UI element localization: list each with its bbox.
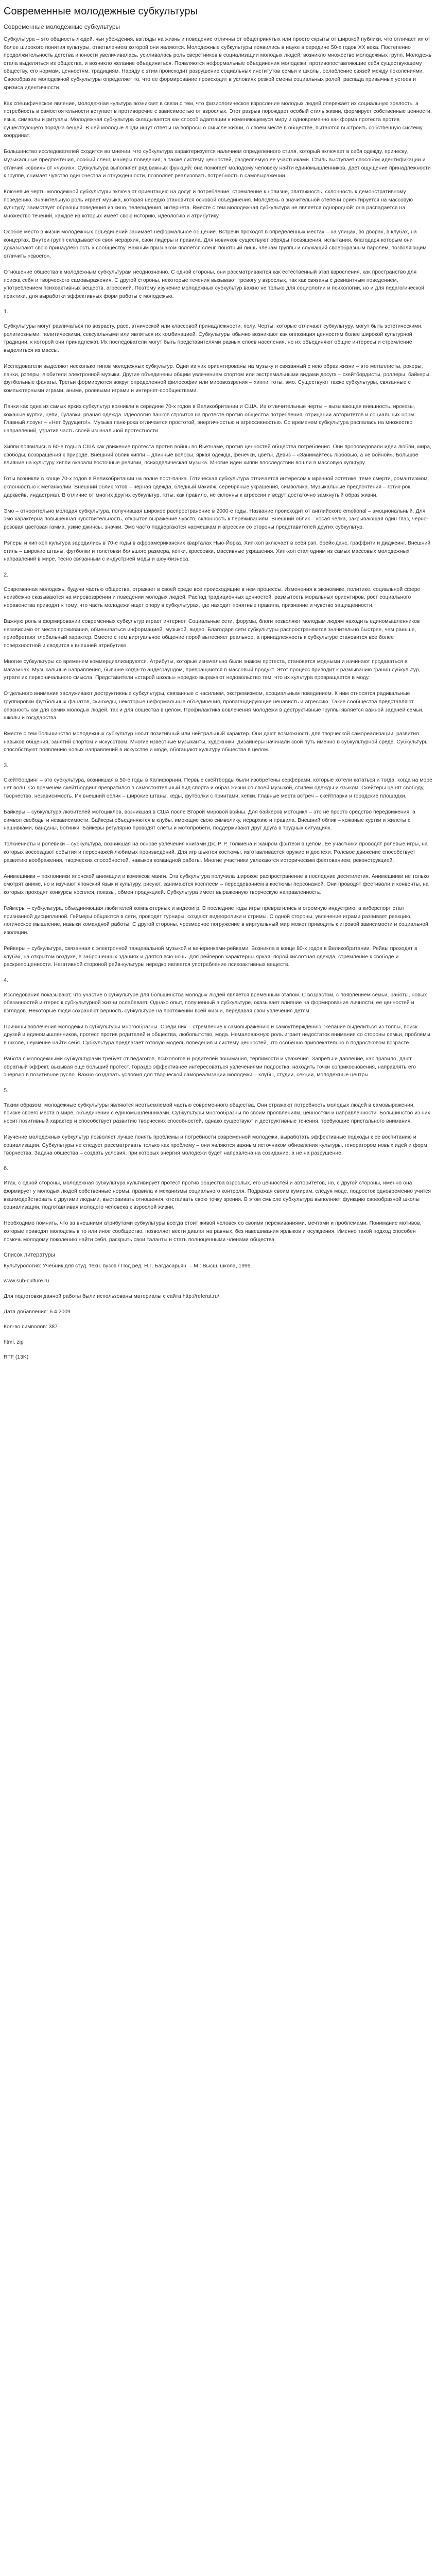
paragraph: Субкультуры могут различаться по возрасту, расе, этнической или классовой принадлежности, полу. Черты, которые отличают субкультуру, могут быть эстетическими, религиозными, политическими, сексуальными или являться их комбинацией. Субкультуры обычно возникают как оппозиция ценностям более широкой культурной традиции, к которой они принадлежат. Их последователи могут быть представителями разных слоев населения, но их объединяют общие интересы и стремление выделиться из массы. (4, 324, 423, 353)
paragraph: Исследователи выделяют несколько типов молодежных субкультур. Одни из них ориентированы на музыку и связанный с нею образ жизни – это металлисты, рокеры, панки, рэперы, любители электронной музыки. Другие объединены общим увлечением спортом или экстремальными видами досуга – скейтбордисты, роллеры, байкеры, футбольные фанаты. Третьи формируются вокруг определенной философии или мировоззрения – хиппи, готы, эмо. Существуют также субкультуры, связанные с компьютерными играми, аниме, ролевыми играми и интернет-сообществами. (4, 364, 431, 394)
paragraph: Готы возникли в конце 70-х годов в Великобритании на волне пост-панка. Готическая субкультура отличается интересом к мрачной эстетике, теме смерти, романтизмом, склонностью к меланхолии. Внешний облик готов – черная одежда, бледный макияж, серебряные украшения, символика. Музыкальные предпочтения – готик-рок, дарквейв, индастриал. В отличие от многих других субкультур, готы, как правило, не склонны к агрессии и ведут достаточно замкнутый образ жизни. (4, 476, 429, 498)
paragraph: Таким образом, молодежные субкультуры являются неотъемлемой частью современного общества. Они отражают потребность молодых людей в самовыражении, поиске своего места в мире, объединении с единомышленниками. Субкультуры многообразны по своим проявлениям, ценностям и направленности. Большинство из них носит позитивный характер и способствует развитию творческих способностей, однако существуют и деструктивные течения, требующие пристального внимания. (4, 1102, 430, 1124)
paragraph: Исследования показывают, что участие в субкультуре для большинства молодых людей является временным этапом. С возрастом, с появлением семьи, работы, новых обязанностей интерес к субкультурной жизни ослабевает. Однако опыт, полученный в субкультуре, оказывает влияние на формирование личности, ее ценностей и взглядов. Некоторые люди сохраняют верность субкультуре на протяжении всей жизни, передавая свои увлечения детям. (4, 992, 427, 1014)
section-marker: 1. (4, 309, 9, 315)
paragraph: Ключевые черты молодежной субкультуры включают ориентацию на досуг и потребление, стремление к новизне, эпатажность, склонность к демонстративному поведению. Значительную роль играет музыка, которая нередко становится основой объединения. Молодежь в значительной степени ориентируется на массовую культуру, заимствует образцы поведения из кино, телевидения, интернета. Вместе с тем молодежная субкультура не является однородной: она распадается на множество течений, каждое из которых имеет свою историю, идеологию и атрибутику. (4, 189, 413, 219)
paragraph: Геймеры – субкультура, объединяющая любителей компьютерных и видеоигр. В последние годы игры превратились в огромную индустрию, а киберспорт стал признанной дисциплиной. Геймеры общаются в сети, проводят турниры, создают видеоролики и стримы. С одной стороны, увлечение играми развивает реакцию, логическое мышление, навыки командной работы. С другой стороны, чрезмерное погружение в виртуальный мир может приводить к игровой зависимости и социальной изоляции. (4, 906, 428, 936)
paragraph: Необходимо помнить, что за внешними атрибутами субкультуры всегда стоит живой человек со своими переживаниями, мечтами и проблемами. Понимание мотивов, которые приводят молодежь в то или иное сообщество, позволяет вести диалог на равных, без навешивания ярлыков и осуждения. Именно такой подход способен помочь молодому поколению найти себя, раскрыть свои таланты и стать полноценными членами общества. (4, 1221, 422, 1243)
reference-item: Для подготовки данной работы были использованы материалы с сайта http://referat.ru/ (4, 1293, 219, 1299)
document-meta (4, 1308, 432, 1362)
reference-item: Культурология: Учебник для студ. техн. вузов / Под ред. Н.Г. Багдасарьян. – М.: Высш. школа, 1999. (4, 1263, 252, 1269)
added-date-label: Дата добавления: (4, 1309, 48, 1315)
references-heading: Список литературы (4, 1251, 55, 1258)
paragraph: Вместе с тем большинство молодежных субкультур носит позитивный или нейтральный характер. Они дают возможность для творческой самореализации, развития навыков общения, занятий спортом и искусством. Многие известные музыканты, художники, дизайнеры начинали свой путь именно в субкультурной среде. Субкультуры способствуют появлению новых направлений в искусстве и моде, обогащают культуру общества в целом. (4, 731, 429, 753)
paragraph: Итак, с одной стороны, молодежная субкультура культивирует протест против общества взрослых, его ценностей и авторитетов, но, с другой стороны, именно она формирует у молодых людей собственные нормы, правила и механизмы социального контроля. Подражая своим кумирам, следуя моде, подросток одновременно учится взаимодействовать с другими людьми, выстраивать отношения, отстаивать свою точку зрения. В этом смысле субкультура выполняет функцию своеобразной школы социализации, подготавливая молодого человека к взрослой жизни. (4, 1180, 431, 1211)
paragraph: Субкультура – это общность людей, чьи убеждения, взгляды на жизнь и поведение отличны от общепринятых или просто скрыты от широкой публики, что отличает их от более широкого понятия культуры, ответвлением которой они являются. Молодежные субкультуры появились в науке в середине 50-х годов ХХ века. Постепенно продолжительность детства и юности увеличивалась, усиливалась роль сверстников в социализации молодых людей, возникло множество молодежных групп. Молодежь стала выделяться из общества, и возникло желание объединиться. Появляются неформальные объединения молодежи, противопоставляющие себя существующему обществу, его нормам, ценностям, традициям. Наряду с этим происходит разрушение социальных институтов семьи и школы, ослабление связей между поколениями. Своеобразие молодежной субкультуры определяет то, что ее формирование происходит в условиях резкой смены социальных ролей, распада привычных устоев и кризиса идентичности. (4, 37, 432, 91)
section-marker: 5. (4, 1087, 9, 1094)
file-size: RTF (13K) (4, 1354, 29, 1361)
paragraph: Особое место в жизни молодежных объединений занимает неформальное общение. Встречи проходят в определенных местах – на улицах, во дворах, в клубах, на концертах. Внутри групп складывается своя иерархия, свои лидеры и правила. Для новичков существуют обряды посвящения, испытания, благодаря которым они доказывают свою принадлежность к сообществу. Важным признаком является сленг, понятный лишь членам группы и служащий своеобразным паролем, позволяющим отличить «своего». (4, 229, 427, 260)
page-subtitle: Современные молодежные субкультуры (4, 23, 120, 30)
paragraph: Панки как одна из самых ярких субкультур возникли в середине 70-х годов в Великобритании и США. Их отличительные черты – вызывающая внешность, ирокезы, кожаные куртки, цепи, булавки, рваная одежда. Идеология панков строится на протесте против общества потребления, отрицании авторитетов и социальных норм. Главный лозунг – «Нет будущего!». Музыка панк-рока отличается простотой, энергичностью и агрессивностью. Со временем субкультура распалась на множество направлений, утратив часть своей изначальной протестности. (4, 404, 416, 434)
added-date-value: 6.4.2009 (49, 1309, 71, 1315)
format-info: html, zip (4, 1339, 24, 1345)
added-date (4, 1308, 432, 1316)
paragraph: Как специфическое явление, молодежная культура возникает в связи с тем, что физиологическое взросление молодых людей опережает их социальную зрелость, а потребность в самостоятельности вступает в противоречие с зависимостью от взрослых. Этот разрыв порождает особый стиль жизни, формирует собственные ценности, язык, символы и ритуалы. Молодежная субкультура складывается как способ адаптации к изменяющемуся миру и одновременно как форма протеста против существующего порядка вещей. В ней молодые люди ищут ответы на вопросы о смысле жизни, о своем месте в обществе, пытаются выстроить собственную систему координат. (4, 100, 432, 139)
paragraph: Эмо – относительно молодая субкультура, получившая широкое распространение в 2000-е годы. Название происходит от английского emotional – эмоциональный. Для эмо характерна повышенная чувствительность, открытое выражение чувств, склонность к переживаниям. Внешний облик – косая челка, закрывающая один глаз, черно-розовая цветовая гамма, узкие джинсы, значки. Эмо часто подвергаются насмешкам и агрессии со стороны представителей других субкультур. (4, 508, 429, 531)
paragraph: Отдельного внимания заслуживают деструктивные субкультуры, связанные с насилием, экстремизмом, асоциальным поведением. К ним относятся радикальные группировки футбольных фанатов, скинхеды, некоторые неформальные объединения, пропагандирующие ненависть и агрессию. Такие сообщества представляют опасность как для самих молодых людей, так и для общества в целом. Профилактика вовлечения молодежи в деструктивные группы является важной задачей семьи, школы и государства. (4, 691, 424, 721)
paragraph: Скейтбординг – это субкультура, возникшая в 50-е годы в Калифорнии. Первые скейтборды были изобретены серферами, которые хотели кататься и тогда, когда на море нет волн. Со временем скейтбординг превратился в самостоятельный вид спорта и образ жизни со своей музыкой, стилем одежды и языком. Скейтеры ценят свободу, творчество, независимость. Их внешний облик – широкие штаны, кеды, футболки с принтами, кепки. Главные места встреч – скейтпарки и городские площадки. (4, 777, 432, 799)
paragraph: Толкиенисты и ролевики – субкультура, возникшая на основе увлечения книгами Дж. Р. Р. Толкиена и жанром фэнтези в целом. Ее участники проводят ролевые игры, на которых воссоздают события и персонажей любимых произведений. Для игр шьются костюмы, изготавливается оружие и доспехи. Ролевое движение способствует развитию воображения, творческих способностей, навыков командной работы. Многие участники увлекаются историческим фехтованием, реконструкцией. (4, 841, 428, 863)
section-marker: 6. (4, 1165, 9, 1172)
char-count-label: Кол-во символов: (4, 1324, 47, 1330)
section-marker: 2. (4, 571, 9, 578)
references-list (4, 1262, 432, 1301)
reference-item: www.sub-culture.ru (4, 1278, 49, 1284)
paragraph: Рейверы – субкультура, связанная с электронной танцевальной музыкой и вечеринками-рейвами. Возникла в конце 80-х годов в Великобритании. Рейвы проходят в клубах, на открытом воздухе, в заброшенных зданиях и длятся всю ночь. Для рейверов характерны яркая, порой кислотная одежда, стремление к свободе и раскрепощенности. Негативной стороной рейв-культуры нередко является употребление психоактивных веществ. (4, 946, 417, 968)
paragraph: Современная молодежь, будучи частью общества, отражает в своей среде все происходящие в нем процессы. Изменения в экономике, политике, социальной сфере неизбежно сказываются на мировоззрении и поведении молодых людей. Распад традиционных ценностей, размытость моральных ориентиров, рост социального неравенства приводят к тому, что часть молодежи ищет опору в субкультурах, где находит понятные правила, признание и чувство защищенности. (4, 586, 421, 608)
section-marker: 3. (4, 762, 9, 769)
paragraph: Многие субкультуры со временем коммерциализируются. Атрибуты, которые изначально были знаком протеста, становятся модными и начинают продаваться в магазинах. Музыкальные направления, бывшие когда-то андеграундом, превращаются в массовый продукт. Этот процесс приводит к размыванию границ субкультур, утрате их первоначального смысла. Представители «старой школы» нередко выражают недовольство тем, что их культура превращается в моду. (4, 658, 421, 681)
char-count-value: 387 (48, 1324, 58, 1330)
char-count (4, 1323, 432, 1331)
article-body (4, 36, 432, 1244)
paragraph: Важную роль в формировании современных субкультур играет интернет. Социальные сети, форумы, блоги позволяют молодым людям находить единомышленников независимо от места проживания, обмениваться информацией, музыкой, видео. Благодаря сети субкультуры распространяются значительно быстрее, чем раньше, приобретают глобальный характер. Вместе с тем виртуальное общение порой вытесняет реальное, а принадлежность к субкультуре становится все более поверхностной и сводится к внешней атрибутике. (4, 618, 420, 649)
paragraph: Байкеры – субкультура любителей мотоциклов, возникшая в США после Второй мировой войны. Для байкеров мотоцикл – это не просто средство передвижения, а символ свободы и независимости. Байкеры объединяются в клубы, имеющие свою символику, иерархию и правила. Внешний облик – кожаные куртки и жилеты с нашивками, банданы, ботинки. Байкеры регулярно проводят слеты и мотопробеги, поддерживают друг друга в трудных ситуациях. (4, 809, 415, 832)
paragraph: Изучение молодежных субкультур позволяет лучше понять проблемы и потребности современной молодежи, выработать эффективные подходы к ее воспитанию и социализации. Субкультуры не следует рассматривать только как проблему – они являются важным источником обновления культуры, генератором новых идей и форм творчества. Задача общества – создать условия, при которых энергия молодежи будет направлена на созидание, а не на разрушение. (4, 1134, 427, 1157)
page-title: Современные молодежные субкультуры (4, 6, 198, 17)
paragraph: Причины вовлечения молодежи в субкультуры многообразны. Среди них – стремление к самовыражению и самоутверждению, желание выделиться из толпы, поиск друзей и единомышленников, протест против родителей и общества, любопытство, мода. Немаловажную роль играет недостаток внимания со стороны семьи, проблемы в школе, неумение найти себя. Субкультура предлагает готовую модель поведения и систему ценностей, что особенно привлекательно в подростковом возрасте. (4, 1024, 430, 1046)
paragraph: Рэперы и хип-хоп культура зародились в 70-е годы в афроамериканских кварталах Нью-Йорка. Хип-хоп включает в себя рэп, брейк-данс, граффити и диджеинг. Внешний стиль – широкие штаны, футболки и толстовки большого размера, кепки, кроссовки, массивные украшения. Хип-хоп стал одним из самых массовых молодежных направлений в мире, тесно связанным с индустрией моды и шоу-бизнеса. (4, 540, 431, 563)
paragraph: Большинство исследователей сходится во мнении, что субкультура характеризуется наличием определенного стиля, который включает в себя одежду, прическу, музыкальные предпочтения, особый сленг, манеры поведения, а также систему ценностей, разделяемую ее участниками. Стиль выступает способом идентификации и отличия «своих» от «чужих». Субкультура выполняет ряд важных функций: она помогает молодому человеку найти единомышленников, дает ощущение принадлежности к группе, снимает чувство одиночества и отчужденности, позволяет реализовать потребность в самовыражении. (4, 149, 431, 179)
paragraph: Работа с молодежными субкультурами требует от педагогов, психологов и родителей понимания, терпимости и уважения. Запреты и давление, как правило, дают обратный эффект, вызывая еще больший протест. Гораздо эффективнее интересоваться увлечениями подростка, находить точки соприкосновения, направлять его энергию в позитивное русло. Важно создавать условия для творческой самореализации молодежи – клубы, студии, секции, молодежные центры. (4, 1056, 416, 1078)
paragraph: Анимешники – поклонники японской анимации и комиксов манги. Эта субкультура получила широкое распространение в последние десятилетия. Анимешники не только смотрят аниме, но и изучают японский язык и культуру, рисуют, занимаются косплеем – переодеванием в костюмы персонажей. Они проводят фестивали и конвенты, на которых проходят конкурсы косплея, показы, обмен продукцией. Субкультура имеет выраженную творческую направленность. (4, 873, 429, 895)
paragraph: Отношение общества к молодежным субкультурам неоднозначно. С одной стороны, они рассматриваются как естественный этап взросления, как пространство для поиска себя и творческого самовыражения. С другой стороны, некоторые течения вызывают тревогу у взрослых, так как связаны с девиантным поведением, употреблением психоактивных веществ, агрессией. Поэтому изучение молодежных субкультур важно не только для социологии и психологии, но и для педагогической практики, для выработки эффективных форм работы с молодежью. (4, 269, 424, 299)
section-marker: 4. (4, 977, 9, 984)
paragraph: Хиппи появились в 60-е годы в США как движение протеста против войны во Вьетнаме, против ценностей общества потребления. Они проповедовали идеи любви, мира, свободы, возвращения к природе. Внешний облик хиппи – длинные волосы, яркая одежда, фенечки, цветы. Девиз – «Занимайтесь любовью, а не войной». Большое влияние на культуру хиппи оказали восточные религии, психоделическая музыка. Многие идеи хиппи впоследствии вошли в массовую культуру. (4, 444, 431, 466)
